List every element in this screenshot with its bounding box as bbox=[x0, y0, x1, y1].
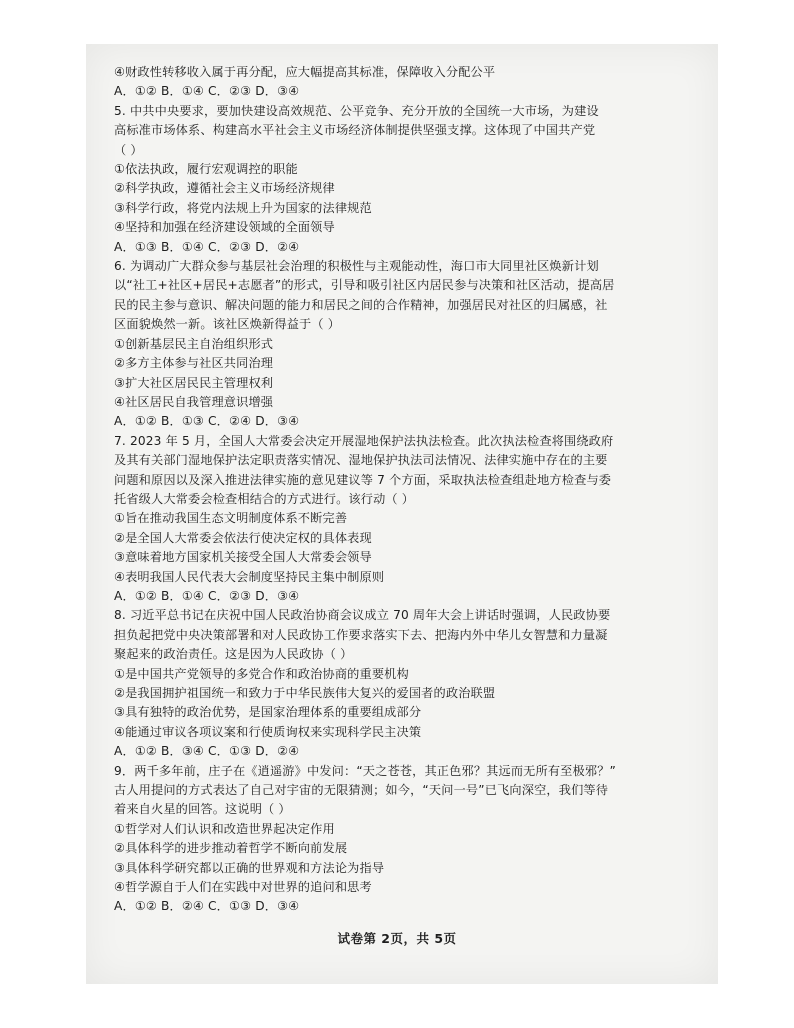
text-line: 托省级人大常委会检查相结合的方式进行。该行动（ ） bbox=[114, 491, 415, 506]
question-8-stem: 8. 习近平总书记在庆祝中国人民政治协商会议成立 70 周年大会上讲话时强调，人民政协要 bbox=[114, 608, 611, 623]
text-line: 古人用提问的方式表达了自己对宇宙的无限猜测；如今，“天问一号”已飞向深空，我们等待 bbox=[114, 783, 609, 798]
page-footer: 试卷第 2页，共 5页 bbox=[337, 931, 457, 946]
text-line: 聚起来的政治责任。这是因为人民政协（ ） bbox=[114, 647, 353, 662]
exam-content bbox=[114, 63, 674, 917]
text-line: 及其有关部门湿地保护法定职责落实情况、湿地保护执法司法情况、法律实施中存在的主要 bbox=[114, 453, 608, 468]
text-line: 民的民主参与意识、解决问题的能力和居民之间的合作精神，加强居民对社区的归属感，社 bbox=[114, 297, 608, 312]
answer-options: A．①② B．①④ C．②③ D．③④ bbox=[114, 84, 300, 99]
option-statement: ①是中国共产党领导的多党合作和政治协商的重要机构 bbox=[114, 666, 409, 681]
option-statement: ④坚持和加强在经济建设领域的全面领导 bbox=[114, 220, 335, 235]
option-statement: ④社区居民自我管理意识增强 bbox=[114, 394, 274, 409]
option-statement: ④哲学源自于人们在实践中对世界的追问和思考 bbox=[114, 880, 372, 895]
option-statement: ②是我国拥护祖国统一和致力于中华民族伟大复兴的爱国者的政治联盟 bbox=[114, 686, 496, 700]
text-line: ④财政性转移收入属于再分配，应大幅提高其标准，保障收入分配公平 bbox=[114, 65, 496, 79]
option-statement: ①依法执政，履行宏观调控的职能 bbox=[114, 162, 298, 177]
text-line: 担负起把党中央决策部署和对人民政协工作要求落实下去、把海内外中华儿女智慧和力量凝 bbox=[114, 627, 608, 642]
option-statement: ③具有独特的政治优势，是国家治理体系的重要组成部分 bbox=[114, 705, 422, 720]
option-statement: ③具体科学研究都以正确的世界观和方法论为指导 bbox=[114, 860, 385, 875]
option-statement: ②是全国人大常委会依法行使决定权的具体表现 bbox=[114, 530, 372, 545]
text-line: 以“社工+社区+居民+志愿者”的形式，引导和吸引社区内居民参与决策和社区活动，提高居 bbox=[114, 278, 615, 293]
text-line: 区面貌焕然一新。该社区焕新得益于（ ） bbox=[114, 317, 341, 332]
option-statement: ①旨在推动我国生态文明制度体系不断完善 bbox=[114, 511, 348, 526]
option-statement: ①哲学对人们认识和改造世界起决定作用 bbox=[114, 821, 335, 836]
option-statement: ③意味着地方国家机关接受全国人大常委会领导 bbox=[114, 550, 372, 565]
text-line: 着来自火星的回答。这说明（ ） bbox=[114, 802, 291, 817]
answer-options: A．①② B．③④ C．①③ D．②④ bbox=[114, 744, 300, 759]
question-5-stem: 5. 中共中央要求，要加快建设高效规范、公平竞争、充分开放的全国统一大市场，为建设 bbox=[114, 103, 599, 118]
option-statement: ①创新基层民主自治组织形式 bbox=[114, 336, 274, 351]
option-statement: ②多方主体参与社区共同治理 bbox=[114, 356, 274, 371]
option-statement: ④能通过审议各项议案和行使质询权来实现科学民主决策 bbox=[114, 724, 422, 739]
question-9-stem: 9．两千多年前，庄子在《逍遥游》中发问：“天之苍苍，其正色邪？其远而无所有至极邪？” bbox=[114, 763, 616, 778]
answer-options: A．①② B．①③ C．②④ D．③④ bbox=[114, 414, 300, 429]
answer-options: A．①② B．②④ C．①③ D．③④ bbox=[114, 899, 300, 914]
answer-options: A．①② B．①④ C．②③ D．③④ bbox=[114, 588, 300, 603]
answer-options: A．①③ B．①④ C．②③ D．②④ bbox=[114, 239, 300, 254]
option-statement: ②具体科学的进步推动着哲学不断向前发展 bbox=[114, 841, 348, 856]
answer-blank: （ ） bbox=[114, 142, 143, 157]
option-statement: ③科学行政，将党内法规上升为国家的法律规范 bbox=[114, 200, 372, 215]
question-7-stem: 7. 2023 年 5 月，全国人大常委会决定开展湿地保护法执法检查。此次执法检查将围绕政府 bbox=[114, 433, 614, 448]
option-statement: ③扩大社区居民民主管理权利 bbox=[114, 375, 274, 390]
text-line: 问题和原因以及深入推进法律实施的意见建议等 7 个方面，采取执法检查组赴地方检查与委 bbox=[114, 472, 612, 487]
question-6-stem: 6. 为调动广大群众参与基层社会治理的积极性与主观能动性，海口市大同里社区焕新计划 bbox=[114, 259, 599, 274]
text-line: 高标准市场体系、构建高水平社会主义市场经济体制提供坚强支撑。这体现了中国共产党 bbox=[114, 123, 596, 138]
option-statement: ④表明我国人民代表大会制度坚持民主集中制原则 bbox=[114, 569, 385, 584]
option-statement: ②科学执政，遵循社会主义市场经济规律 bbox=[114, 181, 335, 196]
